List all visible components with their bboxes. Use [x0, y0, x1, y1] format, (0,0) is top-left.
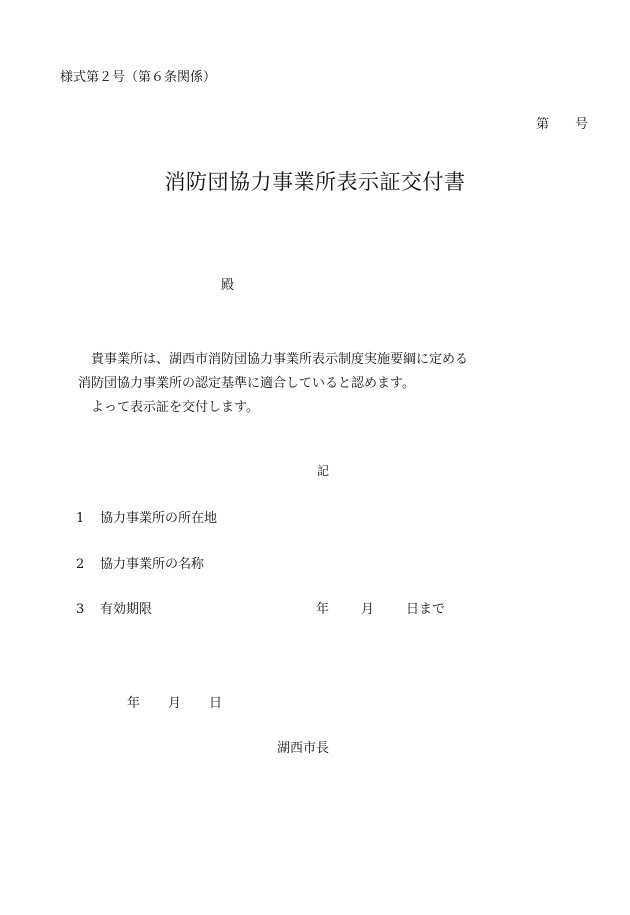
expiry-month: 月 — [361, 602, 375, 617]
document-number-prefix: 第 — [535, 117, 549, 132]
issue-year: 年 — [127, 696, 141, 711]
item-number: 2 — [76, 557, 85, 572]
expiry-date — [316, 603, 445, 616]
document-number — [536, 118, 588, 131]
issue-date — [127, 697, 222, 710]
document-title: 消防団協力事業所表示証交付書 — [164, 170, 466, 194]
ki-heading: 記 — [316, 464, 329, 478]
body-line-1: 貴事業所は、湖西市消防団協力事業所表示制度実施要綱に定める — [91, 352, 469, 367]
list-item — [76, 603, 152, 616]
item-number: 1 — [76, 511, 85, 526]
list-item — [76, 512, 217, 525]
item-number: 3 — [76, 602, 85, 617]
item-label: 協力事業所の所在地 — [100, 511, 218, 526]
body-line-3: よって表示証を交付します。 — [91, 400, 259, 415]
document-number-suffix: 号 — [574, 117, 588, 132]
body-text — [78, 348, 518, 420]
issuer-name: 湖西市長 — [277, 741, 330, 756]
issue-day: 日 — [209, 696, 223, 711]
body-line-2: 消防団協力事業所の認定基準に適合していると認めます。 — [78, 376, 415, 391]
item-label: 有効期限 — [100, 602, 153, 617]
item-label: 協力事業所の名称 — [100, 557, 205, 572]
expiry-year: 年 — [316, 602, 330, 617]
list-item — [76, 558, 204, 571]
addressee-honorific: 殿 — [221, 278, 235, 293]
form-label: 様式第２号（第６条関係） — [60, 70, 217, 85]
expiry-day-until: 日まで — [406, 602, 446, 617]
issue-month: 月 — [168, 696, 182, 711]
